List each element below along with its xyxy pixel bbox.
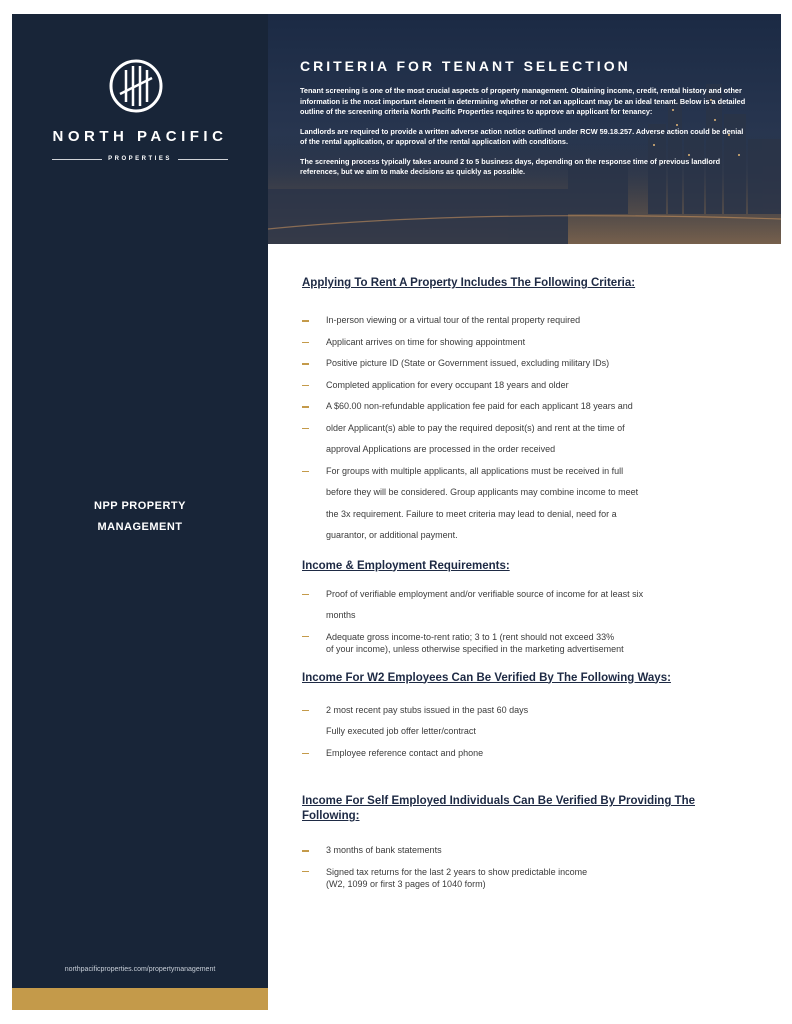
list-item: A $60.00 non-refundable application fee paid for each applicant 18 years and	[302, 396, 762, 418]
list-item: Employee reference contact and phone	[302, 743, 762, 765]
list-item: before they will be considered. Group applicants may combine income to meet	[326, 487, 639, 497]
header-content	[300, 58, 750, 187]
list-item: Fully executed job offer letter/contract	[326, 726, 476, 736]
list-item-line: Signed tax returns for the last 2 years to show predictable income	[326, 866, 588, 877]
section-title-w2: Income For W2 Employees Can Be Verified By The Following Ways:	[302, 671, 671, 684]
list-item: 3 months of bank statements	[302, 840, 762, 862]
screening-time-paragraph: The screening process typically takes around 2 to 5 business days, depending on the response time of previous landlord references, but we aim to make decisions as quickly as possible.	[300, 156, 721, 176]
section-title-applying: Applying To Rent A Property Includes The Following Criteria:	[302, 277, 636, 289]
list-item: For groups with multiple applicants, all applications must be received in full	[302, 461, 762, 483]
list-item: Completed application for every occupant 18 years and older	[302, 375, 762, 397]
department-label	[12, 496, 268, 538]
gold-accent-bar	[12, 988, 268, 1010]
list-item: approval Applications are processed in the order received	[326, 444, 556, 454]
self-employed-list	[302, 840, 762, 894]
list-item: months	[326, 610, 356, 620]
page-title: CRITERIA FOR TENANT SELECTION	[300, 58, 631, 74]
north-pacific-logo-icon	[108, 58, 164, 114]
brand-subtitle-row	[52, 154, 228, 164]
list-item	[302, 862, 762, 894]
w2-verification-list	[302, 700, 762, 765]
sidebar	[12, 14, 268, 1010]
list-item-line: (W2, 1099 or first 3 pages of 1040 form)	[326, 878, 486, 889]
criteria-content	[302, 276, 762, 894]
list-item: Positive picture ID (State or Government issued, excluding military IDs)	[302, 353, 762, 375]
section-title-self-employed: Income For Self Employed Individuals Can Be Verified By Providing The Following:	[302, 795, 695, 822]
section-title-income-employment: Income & Employment Requirements:	[302, 559, 510, 572]
list-item	[302, 627, 762, 659]
list-item: In-person viewing or a virtual tour of the rental property required	[302, 310, 762, 332]
list-item: older Applicant(s) able to pay the required deposit(s) and rent at the time of	[302, 418, 762, 440]
list-item: Proof of verifiable employment and/or verifiable source of income for at least six	[302, 584, 762, 606]
brand-subtitle: PROPERTIES	[108, 156, 172, 162]
divider	[178, 159, 228, 160]
brand-name: NORTH PACIFIC	[52, 128, 228, 145]
list-item: Applicant arrives on time for showing appointment	[302, 332, 762, 354]
list-item: 2 most recent pay stubs issued in the past 60 days	[302, 700, 762, 722]
list-item: guarantor, or additional payment.	[326, 530, 458, 540]
department-line-2: MANAGEMENT	[97, 521, 183, 533]
adverse-action-paragraph: Landlords are required to provide a written adverse action notice outlined under RCW 59.18.257. Adverse action could be denial of the rental application, or approval of the rental application with conditions.	[300, 126, 744, 146]
income-employment-list	[302, 584, 762, 659]
header-banner	[268, 14, 781, 244]
list-item-line: Adequate gross income-to-rent ratio; 3 to 1 (rent should not exceed 33%	[326, 631, 615, 642]
list-item: the 3x requirement. Failure to meet criteria may lead to denial, need for a	[326, 508, 617, 519]
intro-paragraph: Tenant screening is one of the most crucial aspects of property management. Obtaining income, credit, rental history and other information is the most important element in determining whether or not an applicant may be an ideal tenant. Below is a detailed outline of the screening criteria North Pacific Properties requires to approve an applicant for tenancy:	[300, 86, 746, 116]
website-url[interactable]: northpacificproperties.com/propertymanagement	[64, 966, 216, 973]
list-item-line: of your income), unless otherwise specified in the marketing advertisement	[326, 643, 624, 654]
divider	[52, 159, 102, 160]
department-line-1: NPP PROPERTY	[94, 500, 186, 512]
applying-criteria-list	[302, 310, 762, 547]
